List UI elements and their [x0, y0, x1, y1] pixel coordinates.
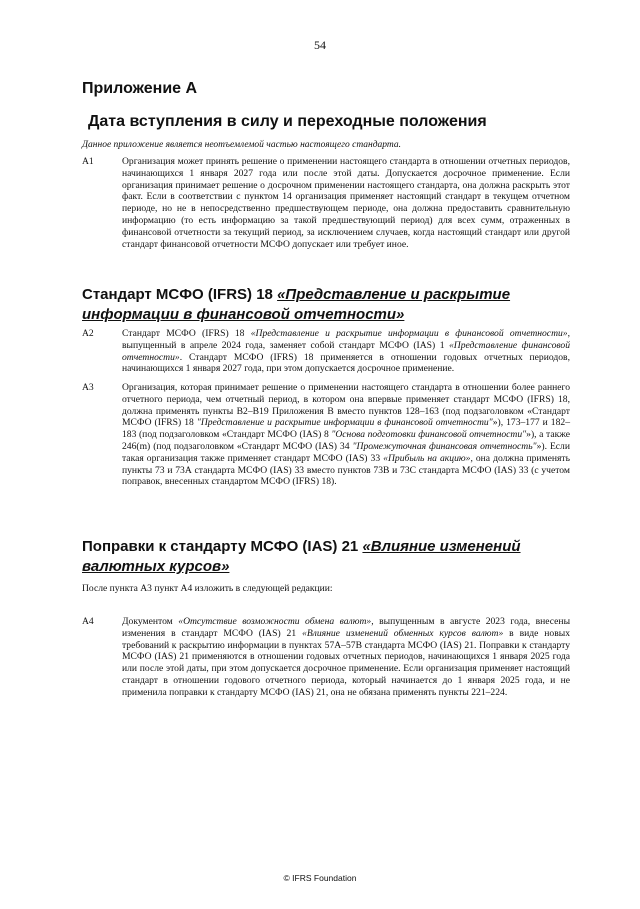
paragraph-text: Организация может принять решение о применении настоящего стандарта в отношении отчетных периодов, начинающихся 1 января 2027 года или после этой даты. Допускается досрочное применение. Если организация принимает решение о досрочном применении настоящего стандарта, она должна раскрыть этот факт. Если в соответствии с пунктом 14 организация применяет настоящий стандарт в текущем отчетном периоде, но не в непосредственно предшествующем периоде, она должна предоставить сравнительную информацию (то есть информацию за такой предшествующий период) для всех сумм, отраженных в финансовой отчетности за текущий период, за исключением случаев, когда настоящий стандарт или другой стандарт финансовой отчетности МСФО допускает или требует иное. — [122, 156, 570, 250]
section-heading-ias21 — [82, 537, 542, 577]
heading-italic: «Представление и раскрытие информации в финансовой отчетности» — [82, 286, 511, 323]
italic-run: «Отсутствие возможности обмена валют» — [178, 616, 372, 627]
italic-run: "Промежуточная финансовая отчетность" — [352, 440, 537, 452]
paragraph-number: А4 — [82, 616, 94, 627]
paragraph-number: А1 — [82, 156, 94, 167]
text-run: , выпущенный в апреле 2024 года, заменяет собой стандарт МСФО (IAS) 1 — [122, 328, 570, 351]
text-run: »), а также 246(m) (под подзаголовком «Стандарт МСФО (IAS) 34 — [122, 429, 570, 452]
italic-run: «Представление и раскрытие информации в финансовой отчетности» — [250, 328, 568, 339]
section-heading-ifrs18 — [82, 285, 542, 325]
paragraph-a1 — [82, 156, 570, 250]
text-run: Организация, которая принимает решение о применении настоящего стандарта в отношении более раннего отчетного периода, чем отчетный период, в котором она впервые применяет стандарт МСФО (IFRS) 18, должна применять пункты В2–В19 Приложения В вместо пунктов 128–163 (под подзаголовком «Стандарт МСФО (IFRS) 18 — [122, 382, 570, 429]
appendix-note: Данное приложение является неотъемлемой частью настоящего стандарта. — [82, 140, 402, 150]
paragraph-a4 — [82, 616, 570, 699]
italic-run: "Основа подготовки финансовой отчетности" — [331, 429, 527, 441]
text-run: Стандарт МСФО (IFRS) 18 — [122, 328, 251, 339]
heading-italic: «Влияние изменений валютных курсов» — [82, 538, 521, 575]
heading-prefix: Поправки к стандарту МСФО (IAS) 21 — [82, 538, 363, 555]
text-run: Документом — [122, 616, 179, 627]
italic-run: «Прибыль на акцию» — [383, 452, 471, 464]
text-run: »), 173–177 и 182–183 (под подзаголовком «Стандарт МСФО (IAS) 8 — [122, 417, 570, 441]
paragraph-text — [122, 616, 570, 699]
text-run: в виде новых требований к раскрытию информации в пунктах 57А–57В стандарта МСФО (IAS) 21. Поправки к стандарту МСФО (IAS) 21 применяются в отношении годовых отчетных периодов, начинающихся 1 января 2025 года или после этой даты, при этом допускается досрочное применение. Если организация применяет настоящий стандарт в отношении годового отчетного периода, который начинается до 1 января 2025 года, и не применила поправки к стандарту МСФО (IAS) 21, она не обязана применять пункты 221–224. — [122, 627, 571, 698]
text-run: , выпущенным в августе 2023 года, внесены изменения в стандарт МСФО (IAS) 21 — [122, 616, 571, 639]
paragraph-number: А2 — [82, 328, 94, 339]
text-run: , она должна применять пункты 73 и 73А стандарта МСФО (IAS) 33 вместо пунктов 73В и 73С стандарта МСФО (IAS) 33 (с учетом поправок, внесенных стандартом МСФО (IFRS) 18). — [122, 452, 571, 488]
paragraph-a2 — [82, 328, 570, 375]
instruction-text: После пункта А3 пункт А4 изложить в следующей редакции: — [82, 583, 333, 594]
paragraph-text — [122, 328, 570, 375]
paragraph-a3 — [82, 382, 570, 488]
text-run: »). Если такая организация также применяет стандарт МСФО (IAS) 33 — [122, 440, 570, 464]
paragraph-text — [122, 382, 570, 488]
page-number: 54 — [314, 38, 326, 52]
text-run: . Стандарт МСФО (IFRS) 18 применяется в отношении годовых отчетных периодов, начинающихся 1 января 2027 года, при этом допускается досрочное применение. — [122, 351, 570, 375]
italic-run: «Представление финансовой отчетности» — [122, 339, 570, 363]
section-title: Дата вступления в силу и переходные положения — [88, 113, 487, 130]
footer-copyright: © IFRS Foundation — [283, 873, 357, 883]
italic-run: «Влияние изменений обменных курсов валют» — [302, 627, 504, 639]
appendix-title: Приложение А — [82, 80, 198, 97]
paragraph-number: А3 — [82, 382, 94, 393]
heading-prefix: Стандарт МСФО (IFRS) 18 — [82, 286, 278, 303]
italic-run: "Представление и раскрытие информации в финансовой отчетности" — [196, 417, 493, 429]
